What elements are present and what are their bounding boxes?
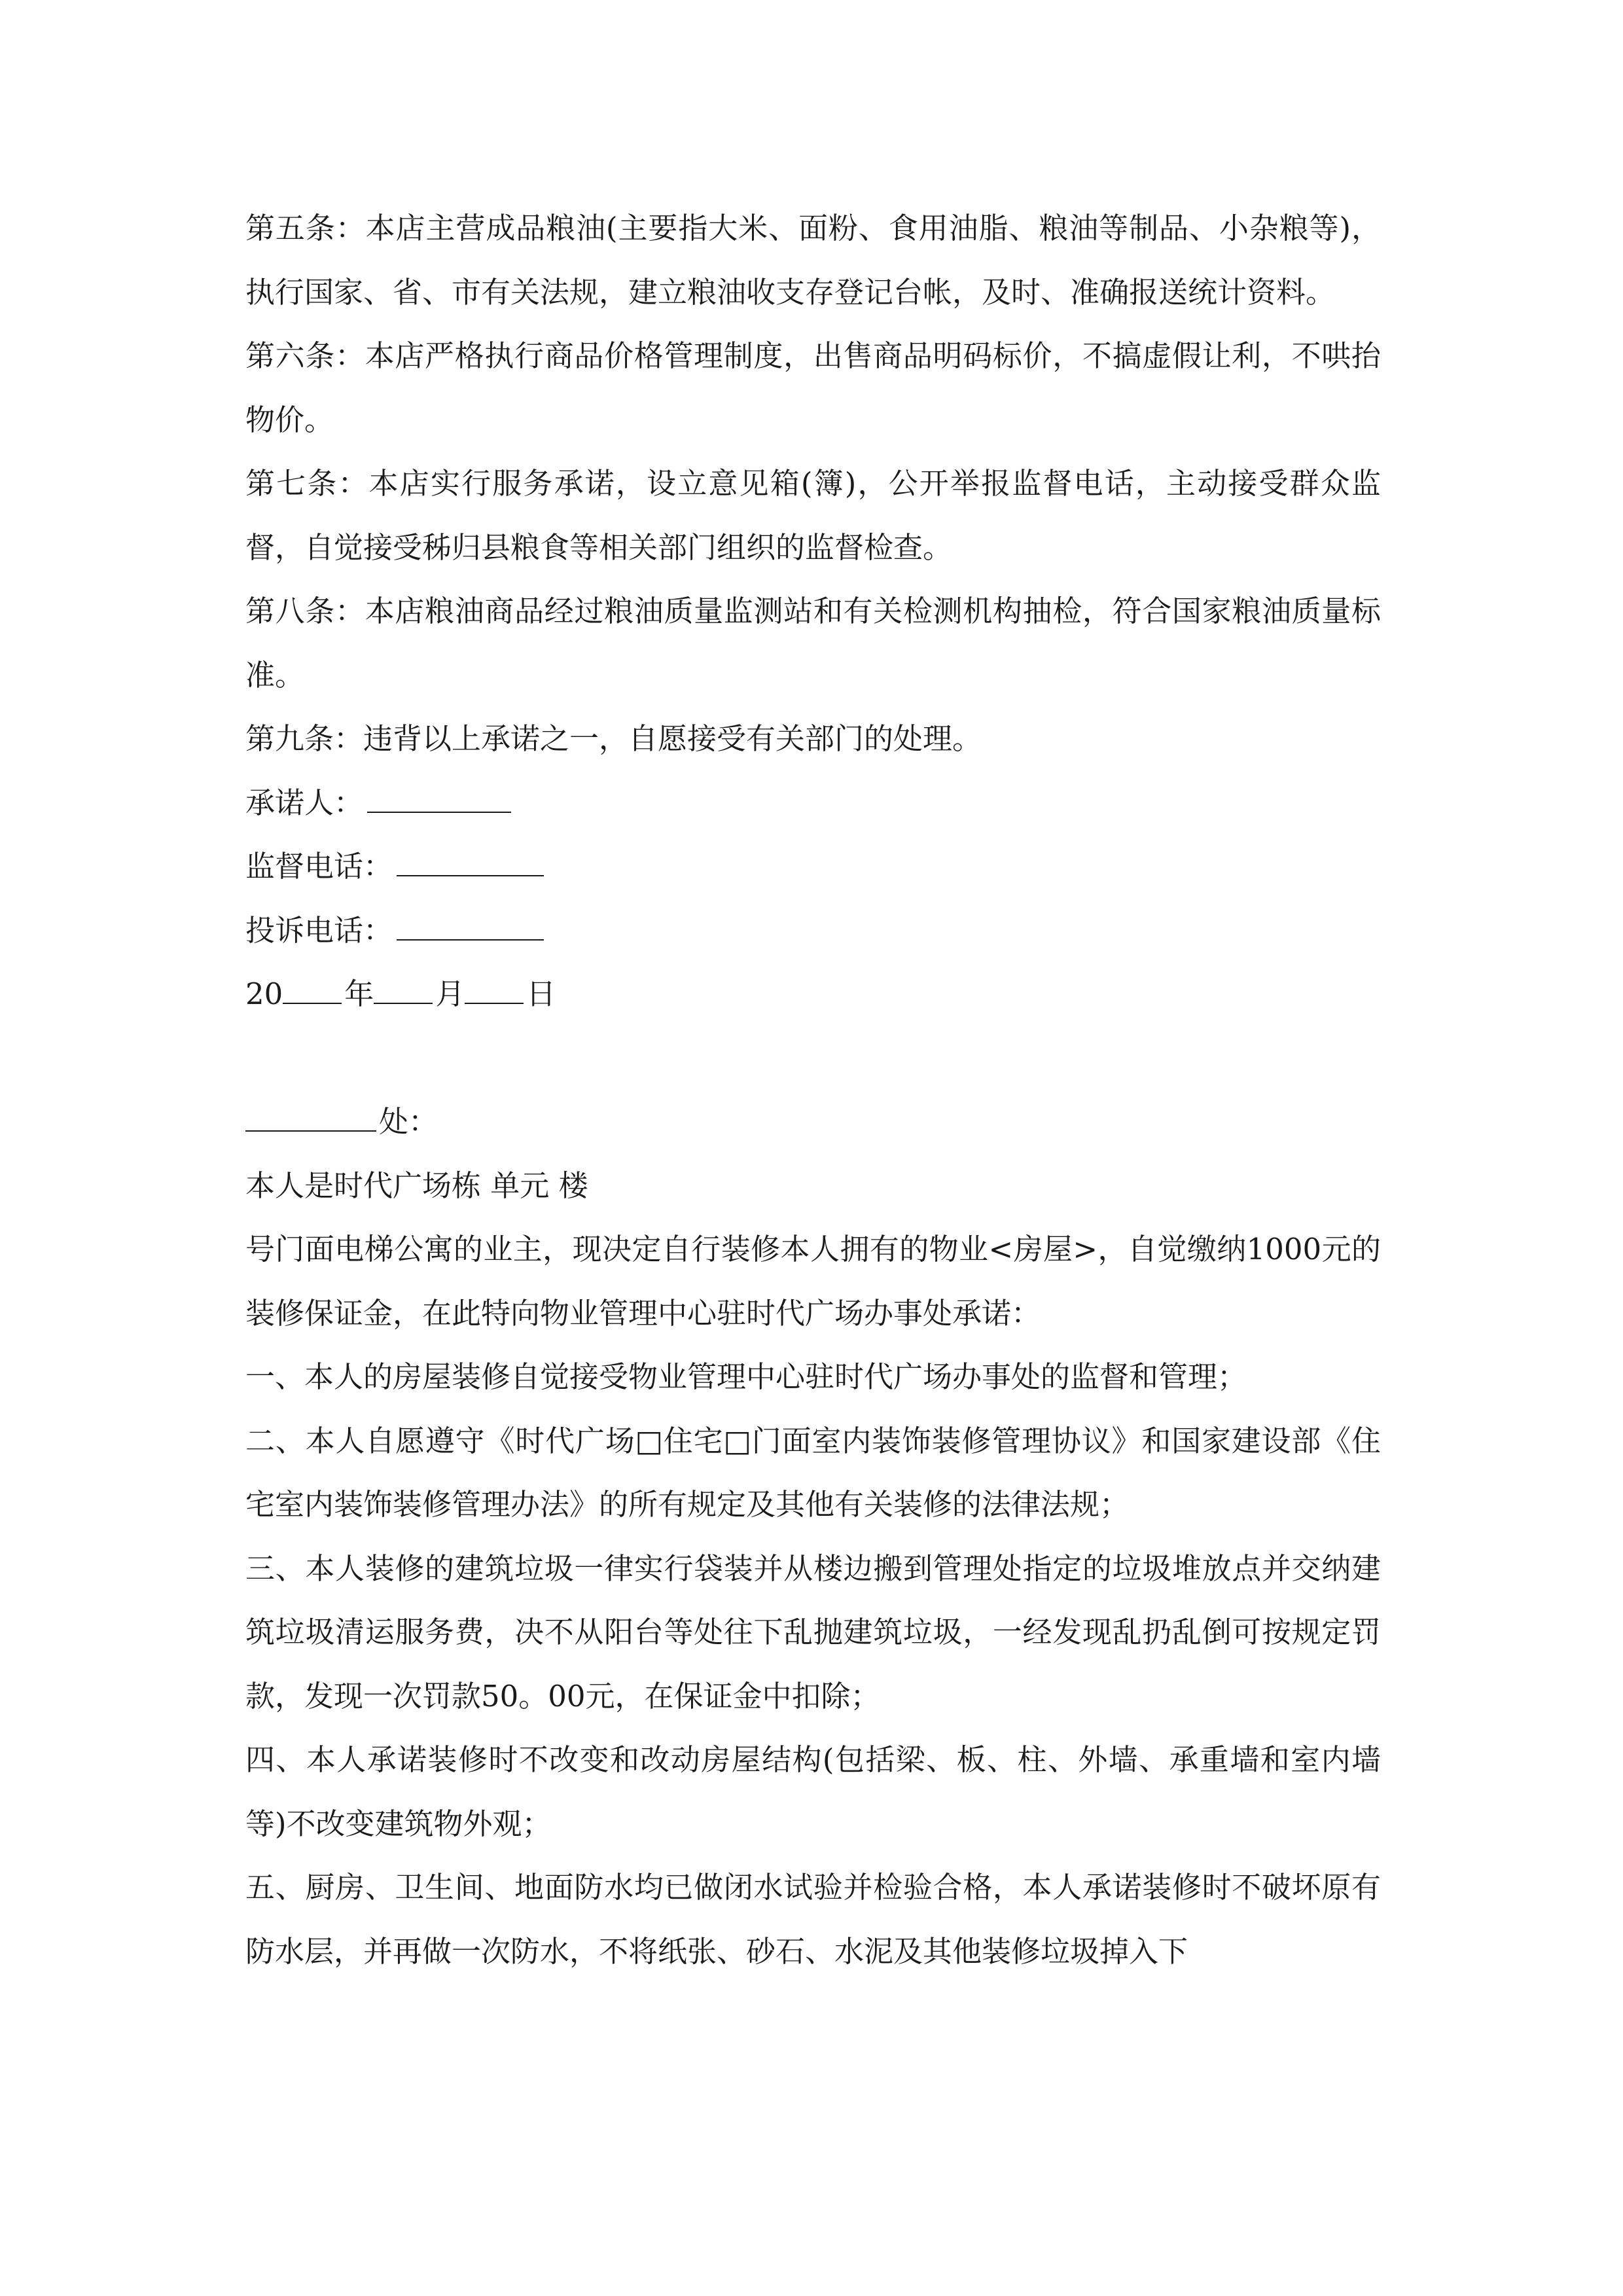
month-blank	[374, 972, 433, 1004]
article-8: 第八条：本店粮油商品经过粮油质量监测站和有关检测机构抽检，符合国家粮油质量标准。	[245, 594, 1381, 692]
supervision-phone-blank	[397, 844, 544, 876]
article-9: 第九条：违背以上承诺之一，自愿接受有关部门的处理。	[245, 721, 982, 756]
complaint-phone-blank	[397, 908, 544, 940]
article-6: 第六条：本店严格执行商品价格管理制度，出售商品明码标价，不搞虚假让利，不哄抬物价。	[245, 338, 1381, 437]
article-7: 第七条：本店实行服务承诺，设立意见箱(簿)，公开举报监督电话，主动接受群众监督，自觉接受秭归县粮食等相关部门组织的监督检查。	[245, 466, 1381, 565]
complaint-phone-line	[245, 899, 1381, 963]
letter-item-5: 五、厨房、卫生间、地面防水均已做闭水试验并检验合格，本人承诺装修时不破坏原有防水层，并再做一次防水，不将纸张、砂石、水泥及其他装修垃圾掉入下	[245, 1870, 1381, 1969]
letter-item-2: 二、本人自愿遵守《时代广场□住宅□门面室内装饰装修管理协议》和国家建设部《住宅室内装饰装修管理办法》的所有规定及其他有关装修的法律法规；	[245, 1423, 1381, 1522]
year-blank	[283, 972, 342, 1004]
letter-item-3: 三、本人装修的建筑垃圾一律实行袋装并从楼边搬到管理处指定的垃圾堆放点并交纳建筑垃圾清运服务费，决不从阳台等处往下乱抛建筑垃圾，一经发现乱扔乱倒可按规定罚款，发现一次罚款50。00元，在保证金中扣除；	[245, 1551, 1381, 1713]
supervision-phone-label: 监督电话：	[245, 849, 393, 884]
promisor-label: 承诺人：	[245, 785, 364, 820]
date-line	[245, 962, 1381, 1026]
addressee-blank	[245, 1100, 376, 1132]
document-body	[245, 196, 1381, 1983]
day-blank	[465, 972, 524, 1004]
date-day: 日	[526, 977, 556, 1011]
supervision-phone-line	[245, 834, 1381, 899]
date-month: 月	[435, 977, 465, 1011]
letter-intro-line: 本人是时代广场栋 单元 楼	[245, 1168, 588, 1203]
article-5: 第五条：本店主营成品粮油(主要指大米、面粉、食用油脂、粮油等制品、小杂粮等)，执行国家、省、市有关法规，建立粮油收支存登记台帐，及时、准确报送统计资料。	[245, 211, 1381, 310]
letter-addressee	[245, 1090, 1381, 1154]
date-year: 年	[344, 977, 374, 1011]
letter-intro-body: 号门面电梯公寓的业主，现决定自行装修本人拥有的物业<房屋>，自觉缴纳1000元的装修保证金，在此特向物业管理中心驻时代广场办事处承诺：	[245, 1232, 1381, 1331]
complaint-phone-label: 投诉电话：	[245, 912, 393, 948]
promisor-blank	[367, 780, 511, 812]
addressee-suffix: 处：	[379, 1104, 438, 1139]
letter-item-1: 一、本人的房屋装修自觉接受物业管理中心驻时代广场办事处的监督和管理；	[245, 1359, 1247, 1394]
promisor-line	[245, 771, 1381, 835]
section-gap	[245, 1026, 1381, 1090]
date-prefix: 20	[245, 977, 283, 1011]
letter-item-4: 四、本人承诺装修时不改变和改动房屋结构(包括梁、板、柱、外墙、承重墙和室内墙等)不改变建筑物外观；	[245, 1742, 1381, 1841]
